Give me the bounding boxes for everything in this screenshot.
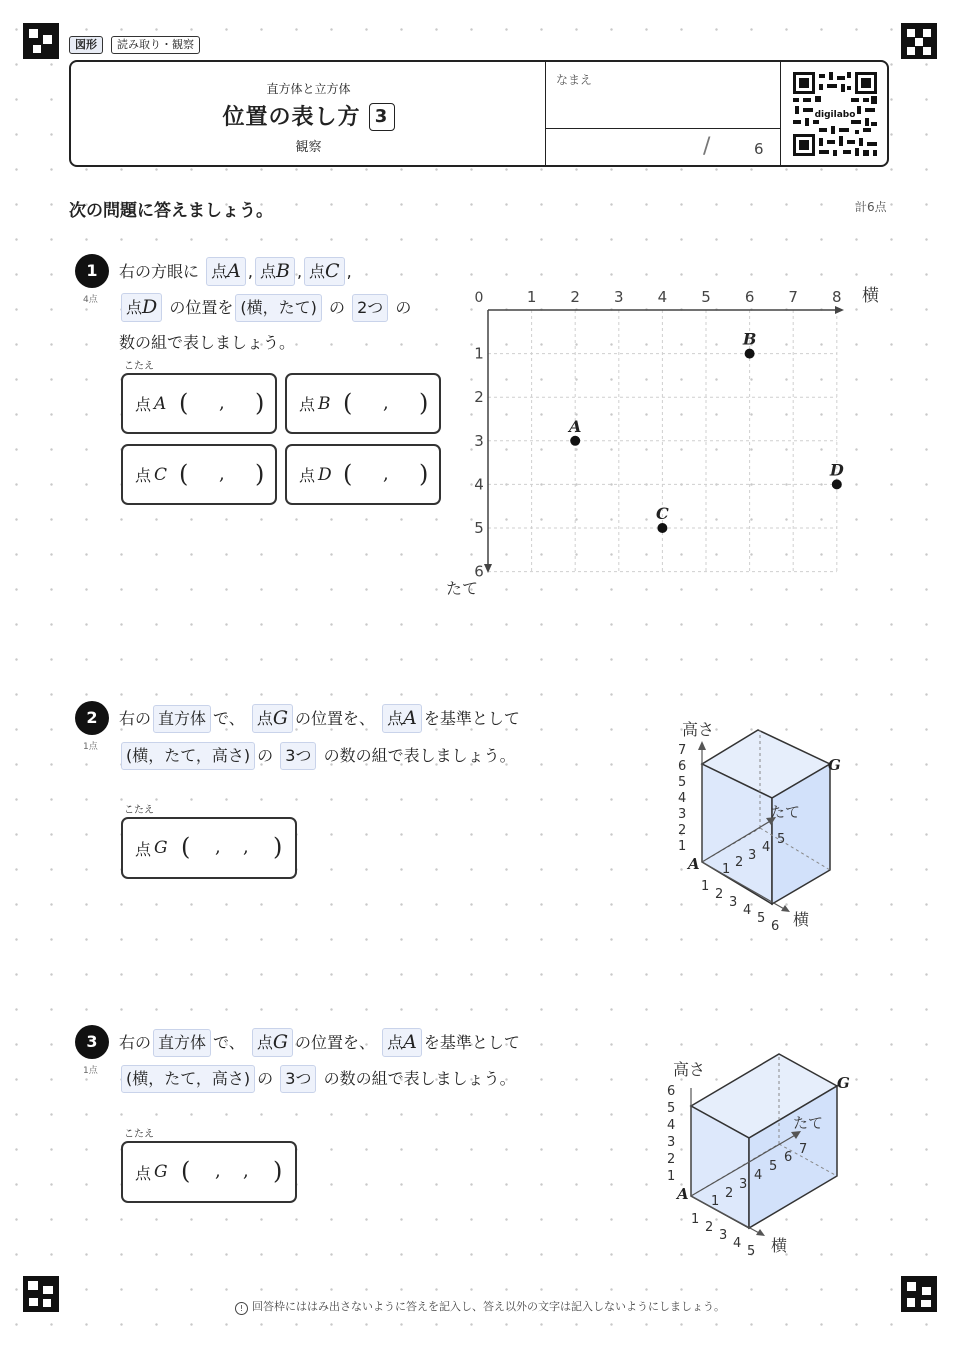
tick-label: 6	[678, 759, 687, 774]
worksheet-subtitle: 直方体と立方体	[266, 82, 351, 96]
three-chip: 3つ	[280, 1065, 316, 1093]
open-paren: (	[343, 388, 353, 417]
total-points: 計6点	[855, 200, 887, 214]
point-word: 点	[387, 1033, 404, 1052]
q2-line-1	[119, 701, 520, 737]
q1-text: の	[395, 298, 412, 317]
tick-label: 6	[784, 1150, 793, 1165]
comma: ,	[243, 836, 249, 858]
q3-text: 右の	[119, 1033, 152, 1052]
point-g-chip	[252, 1028, 293, 1057]
point-letter: G	[154, 1162, 168, 1182]
point-word: 点	[387, 709, 404, 728]
x-axis-label: 横	[862, 286, 879, 306]
point-word: 点	[135, 839, 152, 859]
point-word: 点	[259, 262, 276, 281]
point-letter: A	[403, 1031, 417, 1053]
close-paren: )	[273, 832, 283, 861]
depth-label: たて	[770, 803, 801, 821]
depth-label: たて	[793, 1114, 824, 1132]
question-points: 4点	[83, 295, 98, 305]
skill-tag: 読み取り・観察	[111, 36, 200, 54]
question-number: 2	[75, 701, 109, 735]
tick-label: 2	[735, 855, 744, 870]
triple-chip: (横，たて，高さ)	[121, 742, 255, 770]
comma: ,	[243, 1160, 249, 1182]
point-letter: G	[272, 1031, 289, 1053]
q1-line-3: 数の組で表しましょう。	[119, 333, 296, 352]
corner-point-label: G	[837, 1074, 850, 1092]
instruction-text: 次の問題に答えましょう。	[69, 201, 273, 221]
close-paren: )	[419, 459, 429, 488]
open-paren: (	[181, 832, 191, 861]
q2-text: の	[257, 746, 274, 765]
point-letter: C	[325, 260, 340, 282]
score-total: 6	[754, 140, 764, 158]
two-chip: 2つ	[352, 294, 388, 322]
y-tick-label: 4	[474, 475, 484, 494]
answer-label-point	[299, 375, 331, 432]
height-label: 高さ	[673, 1060, 706, 1079]
tick-label: 5	[667, 1101, 676, 1116]
worksheet-caption: 観察	[295, 140, 322, 155]
answer-box-d[interactable]	[285, 444, 441, 505]
y-tick-label: 5	[474, 519, 484, 537]
answer-box-b[interactable]	[285, 373, 441, 434]
q1-line-2	[119, 290, 411, 326]
pair-chip: (横，たて)	[235, 294, 322, 322]
footer-text: 回答枠にははみ出さないように答えを記入し、答え以外の文字は記入しないようにしましょう。	[252, 1300, 725, 1313]
grid-point-label: B	[742, 329, 757, 349]
point-word: 点	[211, 262, 228, 281]
point-a-chip	[382, 1028, 422, 1057]
x-tick-label: 5	[701, 288, 711, 306]
category-tag: 図形	[69, 36, 103, 54]
name-label: なまえ	[556, 73, 593, 87]
close-paren: )	[255, 388, 265, 417]
tick-label: 6	[771, 919, 780, 934]
answer-label: こたえ	[124, 805, 154, 816]
width-label: 横	[771, 1236, 788, 1255]
point-word: 点	[256, 709, 273, 728]
tick-label: 7	[799, 1142, 808, 1157]
tick-label: 4	[754, 1168, 763, 1183]
tick-label: 2	[715, 887, 724, 902]
point-word: 点	[299, 466, 316, 485]
corner-marker-top-right	[901, 23, 937, 59]
x-tick-label: 7	[788, 288, 798, 306]
tick-label: 2	[725, 1186, 734, 1201]
tick-label: 3	[678, 807, 687, 822]
qr-code	[793, 72, 877, 156]
x-tick-label: 8	[832, 288, 842, 306]
name-field[interactable]	[547, 88, 779, 128]
open-paren: (	[179, 459, 189, 488]
q3-text: を基準として	[423, 1033, 520, 1052]
q1-line-1: 右の方眼に 点A , 点B , 点C ,	[119, 254, 352, 290]
tick-label: 4	[667, 1118, 676, 1133]
point-letter: C	[154, 464, 168, 485]
point-word: 点	[309, 262, 326, 281]
q3-text: の数の組で表しましょう。	[323, 1069, 516, 1088]
footer-note	[0, 1298, 960, 1315]
x-tick-label: 2	[570, 288, 580, 306]
tick-label: 2	[667, 1152, 676, 1167]
q2-text: の位置を、	[295, 709, 376, 728]
q1-text: の位置を	[169, 298, 234, 317]
height-tick-labels	[667, 1084, 675, 1184]
q2-text: の数の組で表しましょう。	[323, 746, 516, 765]
answer-label: こたえ	[124, 1129, 154, 1140]
point-letter: B	[318, 393, 331, 414]
answer-label-point	[135, 819, 168, 877]
tick-label: 3	[748, 848, 757, 863]
origin-point-label: A	[677, 1185, 689, 1203]
coordinate-grid	[440, 280, 890, 600]
grid-point-b	[745, 349, 755, 359]
cuboid-chip: 直方体	[153, 1029, 211, 1057]
q1-text: の	[328, 298, 345, 317]
point-letter: G	[272, 707, 289, 729]
tick-label: 4	[743, 903, 752, 918]
worksheet-header	[69, 60, 889, 167]
close-paren: )	[255, 459, 265, 488]
x-tick-labels	[527, 288, 842, 306]
width-label: 横	[793, 910, 810, 929]
x-tick-label: 4	[657, 288, 668, 306]
answer-label-point	[135, 375, 166, 432]
comma: ,	[219, 392, 225, 414]
origin-point-label: A	[688, 855, 700, 873]
corner-marker-top-left	[23, 23, 59, 59]
question-number: 1	[75, 254, 109, 288]
x-axis-arrow	[835, 306, 844, 314]
y-tick-label: 1	[474, 344, 484, 363]
answer-box-g[interactable]	[121, 1141, 297, 1203]
point-letter: A	[154, 393, 167, 414]
comma: ,	[215, 1160, 221, 1182]
point-c-chip	[304, 257, 345, 286]
grid-point-d	[832, 479, 842, 489]
tick-label: 2	[705, 1220, 714, 1235]
comma: ,	[219, 463, 225, 485]
grid-point-label: A	[568, 416, 582, 436]
question-points: 1点	[83, 742, 98, 752]
q2-text: で、	[213, 709, 245, 728]
triple-chip: (横，たて，高さ)	[121, 1065, 255, 1093]
tick-label: 4	[733, 1236, 742, 1251]
y-tick-label: 6	[474, 562, 484, 581]
corner-point-label: G	[828, 756, 841, 774]
tick-label: 1	[701, 879, 710, 894]
point-letter: G	[154, 838, 168, 858]
y-tick-labels	[474, 345, 484, 581]
answer-label: こたえ	[124, 361, 154, 372]
tick-label: 7	[678, 743, 687, 758]
grid-point-label: C	[656, 504, 669, 523]
tick-label: 1	[691, 1212, 700, 1227]
cuboid-chip: 直方体	[153, 705, 211, 733]
open-paren: (	[181, 1156, 191, 1185]
qr-label: digilabo	[814, 110, 856, 120]
point-word: 点	[126, 298, 143, 317]
tick-label: 5	[678, 775, 687, 790]
q2-text: 右の	[119, 709, 152, 728]
height-axis-arrow	[698, 741, 706, 750]
comma: ,	[215, 836, 221, 858]
point-word: 点	[135, 395, 152, 414]
open-paren: (	[179, 388, 189, 417]
q2-text: を基準として	[423, 709, 520, 728]
q3-text: の位置を、	[295, 1033, 376, 1052]
q1-text: 右の方眼に	[119, 262, 200, 281]
worksheet-number: 3	[369, 103, 395, 131]
q3-text: の	[257, 1069, 274, 1088]
tick-label: 1	[678, 839, 687, 854]
tick-label: 3	[739, 1177, 748, 1192]
height-label: 高さ	[682, 720, 715, 739]
tick-label: 1	[711, 1194, 720, 1209]
comma: ,	[383, 463, 389, 485]
x-tick-label: 3	[614, 288, 624, 306]
point-d-chip	[121, 293, 162, 322]
q3-line-2	[119, 1061, 516, 1097]
question-number: 3	[75, 1025, 109, 1059]
tick-label: 3	[729, 895, 738, 910]
question-points: 1点	[83, 1066, 98, 1076]
point-letter: A	[227, 260, 241, 282]
height-tick-labels	[678, 743, 686, 854]
tick-label: 3	[667, 1135, 676, 1150]
x-tick-label: 1	[526, 288, 537, 306]
point-a-chip	[382, 704, 422, 733]
point-word: 点	[256, 1033, 273, 1052]
tick-label: 5	[757, 911, 766, 926]
tick-label: 4	[762, 840, 771, 855]
comma: ,	[383, 392, 389, 414]
info-icon: !	[235, 1302, 248, 1315]
grid-point-c	[657, 523, 667, 533]
cuboid-diagram	[660, 710, 860, 940]
close-paren: )	[273, 1156, 283, 1185]
point-g-chip	[252, 704, 293, 733]
point-word: 点	[135, 466, 152, 485]
answer-box-g[interactable]	[121, 817, 297, 879]
grid-point-label: D	[829, 460, 844, 480]
x-tick-label: 6	[744, 288, 755, 306]
tick-label: 6	[667, 1084, 676, 1099]
cuboid-diagram	[655, 1040, 865, 1265]
answer-label-point	[135, 446, 167, 503]
point-word: 点	[299, 395, 316, 414]
point-word: 点	[135, 1163, 152, 1183]
tick-label: 5	[747, 1244, 756, 1259]
answer-box-a[interactable]	[121, 373, 277, 434]
tick-label: 1	[722, 862, 731, 877]
grid-points	[567, 330, 844, 533]
point-letter: D	[142, 296, 158, 318]
q2-line-2	[119, 738, 516, 774]
answer-box-c[interactable]	[121, 444, 277, 505]
tick-label: 4	[678, 791, 687, 806]
q3-line-1	[119, 1025, 520, 1061]
point-a-chip	[206, 257, 246, 286]
q3-text: で、	[213, 1033, 245, 1052]
point-letter: B	[275, 260, 290, 282]
point-letter: A	[403, 707, 417, 729]
point-letter: D	[318, 464, 332, 485]
y-axis-label: たて	[446, 579, 479, 598]
open-paren: (	[343, 459, 353, 488]
tick-label: 2	[678, 823, 687, 838]
point-b-chip	[255, 257, 295, 286]
worksheet-title	[71, 100, 546, 131]
header-divider	[546, 128, 780, 129]
grid-point-a	[570, 436, 580, 446]
tick-label: 1	[667, 1169, 676, 1184]
tick-label: 5	[769, 1159, 778, 1174]
answer-label-point	[299, 446, 332, 503]
y-tick-label: 3	[474, 431, 484, 450]
score-slash: /	[703, 134, 711, 159]
tick-label: 3	[719, 1228, 728, 1243]
header-divider	[545, 62, 546, 165]
answer-label-point	[135, 1143, 168, 1201]
header-divider	[780, 62, 781, 165]
three-chip: 3つ	[280, 742, 316, 770]
origin-label: 0	[474, 290, 484, 306]
tick-label: 5	[777, 832, 786, 847]
y-tick-label: 2	[474, 388, 484, 407]
title-text: 位置の表し方	[222, 105, 361, 130]
close-paren: )	[419, 388, 429, 417]
